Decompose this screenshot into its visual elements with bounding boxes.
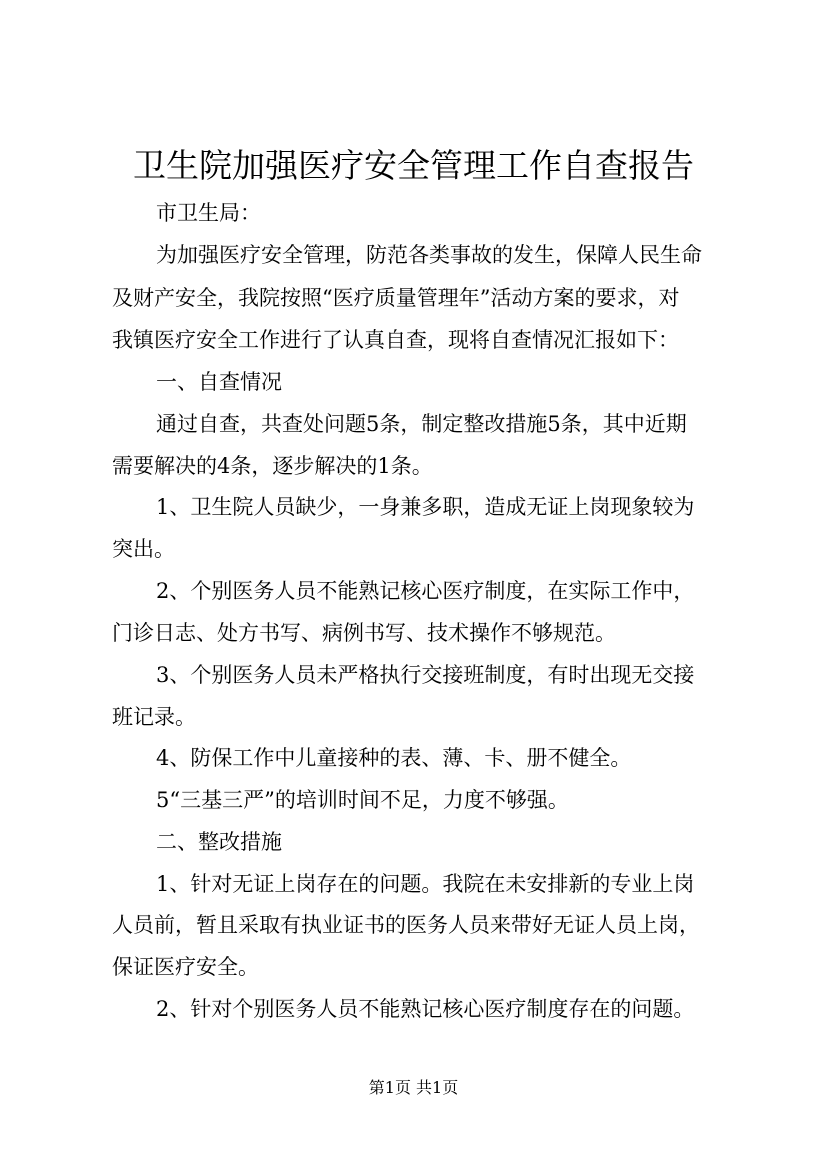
document-title: 卫生院加强医疗安全管理工作自查报告 bbox=[133, 146, 694, 185]
paragraph-line: 为加强医疗安全管理，防范各类事故的发生，保障人民生命 bbox=[156, 243, 702, 267]
list-item-line: 班记录。 bbox=[112, 705, 196, 729]
list-item-line: 2、个别医务人员不能熟记核心医疗制度，在实际工作中， bbox=[156, 579, 695, 603]
list-item-line: 人员前，暂且采取有执业证书的医务人员来带好无证人员上岗， bbox=[112, 913, 700, 937]
list-item-line: 5“三基三严”的培训时间不足，力度不够强。 bbox=[156, 788, 569, 812]
paragraph-line: 需要解决的4条，逐步解决的1条。 bbox=[112, 454, 433, 478]
salutation: 市卫生局： bbox=[156, 201, 261, 225]
paragraph-line: 及财产安全，我院按照“医疗质量管理年”活动方案的要求，对 bbox=[112, 286, 680, 310]
list-item-line: 3、个别医务人员未严格执行交接班制度，有时出现无交接 bbox=[156, 663, 695, 687]
list-item-line: 1、卫生院人员缺少，一身兼多职，造成无证上岗现象较为 bbox=[156, 495, 695, 519]
section-heading: 一、自查情况 bbox=[156, 370, 282, 394]
paragraph-line: 我镇医疗安全工作进行了认真自查，现将自查情况汇报如下： bbox=[112, 328, 679, 352]
list-item-line: 保证医疗安全。 bbox=[112, 955, 259, 979]
section-heading: 二、整改措施 bbox=[156, 830, 282, 854]
page-footer: 第1页 共1页 bbox=[368, 1078, 459, 1097]
list-item-line: 4、防保工作中儿童接种的表、薄、卡、册不健全。 bbox=[156, 746, 632, 770]
list-item-line: 2、针对个别医务人员不能熟记核心医疗制度存在的问题。 bbox=[156, 997, 695, 1021]
paragraph-line: 通过自查，共查处问题5条，制定整改措施5条，其中近期 bbox=[156, 412, 687, 436]
list-item-line: 1、针对无证上岗存在的问题。我院在未安排新的专业上岗 bbox=[156, 872, 695, 896]
list-item-line: 门诊日志、处方书写、病例书写、技术操作不够规范。 bbox=[112, 621, 616, 645]
list-item-line: 突出。 bbox=[112, 537, 175, 561]
